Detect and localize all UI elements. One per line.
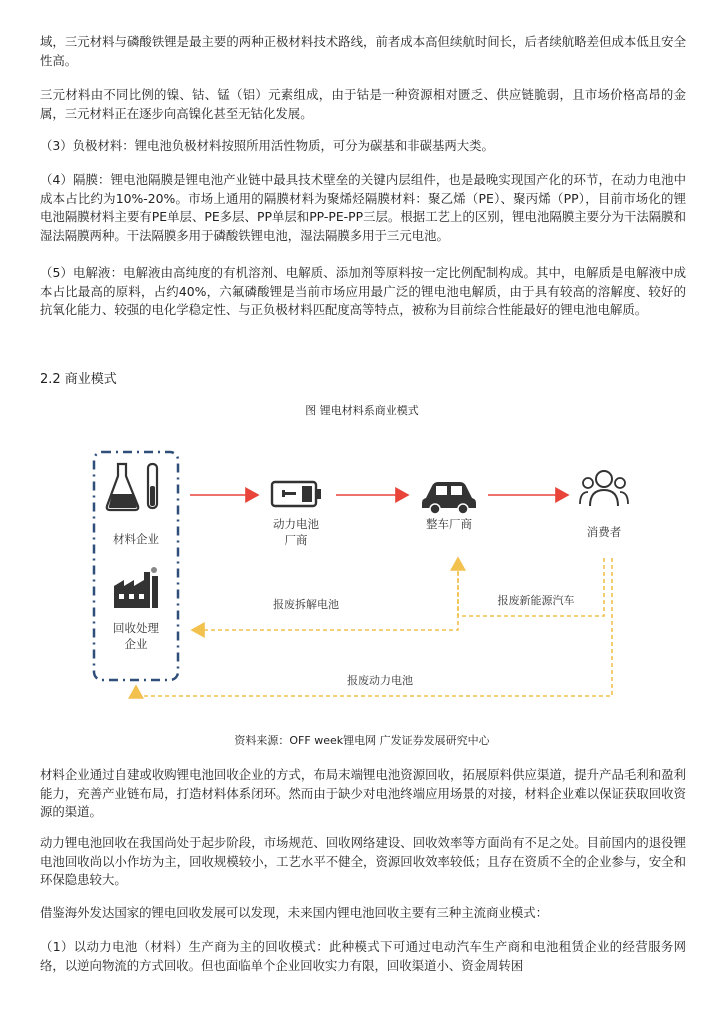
node-materials-company: 材料企业 (113, 532, 159, 546)
car-icon (422, 482, 476, 514)
arrow-scrap-nev-return (458, 558, 604, 616)
paragraph-model-one: （1）以动力电池（材料）生产商为主的回收模式：此种模式下可通过电动汽车生产商和电池租赁企业的经营服务网络，以逆向物流的方式回收。但也面临单个企业回收实力有限，回收渠道小、资金周转困 (40, 939, 686, 973)
paragraph-separator: （4）隔膜：锂电池隔膜是锂电池产业链中最具技术壁垒的关键内层组件，也是最晚实现国产化的环节，在动力电池中成本占比约为10%-20%。市场上通用的隔膜材料为聚烯烃隔膜材料：聚乙烯（PE）、聚丙烯（PP），目前市场化的锂电池隔膜材料主要有PE单层、PE多层、PP单层和PP-PE-PP三层。根据工艺上的区别，锂电池隔膜主要分为干法隔膜和湿法隔膜两种。干法隔膜多用于磷酸铁锂电池，湿法隔膜多用于三元电池。 (40, 172, 686, 243)
paragraph-three-models: 借鉴海外发达国家的锂电回收发展可以发现，未来国内锂电池回收主要有三种主流商业模式： (40, 905, 549, 920)
consumers-icon (580, 471, 628, 506)
figure-title: 图 锂电材料系商业模式 (305, 404, 419, 417)
paragraph-ternary-materials: 三元材料由不同比例的镍、钴、锰（铝）元素组成，由于钴是一种资源相对匮乏、供应链脆弱，且市场价格高昂的金属，三元材料正在逐步向高镍化甚至无钴化发展。 (40, 87, 686, 121)
flask-icon (107, 464, 157, 510)
arrow-dismantled-battery-return (192, 558, 458, 630)
figure-source: 资料来源：OFF week锂电网 广发证券发展研究中心 (234, 734, 490, 747)
paragraph-electrolyte: （5）电解液：电解液由高纯度的有机溶剂、电解质、添加剂等原料按一定比例配制构成。其中，电解质是电解液中成本占比最高的原料，占约40%，六氟磷酸锂是当前市场应用最广泛的锂电池电解质，由于具有较高的溶解度、较好的抗氧化能力、较强的电化学稳定性、与正负极材料匹配度高等特点，被称为目前综合性能最好的锂电池电解质。 (40, 265, 686, 317)
node-recycling-label-1: 回收处理 (113, 621, 159, 635)
section-heading: 2.2 商业模式 (40, 372, 117, 387)
battery-icon (272, 482, 321, 506)
flow-scrap-nev-label: 报废新能源汽车 (497, 594, 575, 607)
paragraph-materials-recycling: 材料企业通过自建或收购锂电池回收企业的方式，布局末端锂电池资源回收，拓展原料供应渠道，提升产品毛利和盈利能力，充善产业链布局，打造材料体系闭环。然而由于缺少对电池终端应用场景的对接，材料企业难以保证获取回收资源的渠道。 (40, 767, 686, 819)
paragraph-cathode-routes: 域，三元材料与磷酸铁锂是最主要的两种正极材料技术路线，前者成本高但续航时间长，后者续航略差但成本低且安全性高。 (40, 34, 686, 68)
business-model-diagram (80, 440, 650, 710)
node-car-maker: 整车厂商 (426, 517, 472, 531)
node-battery-maker-label-1: 动力电池 (273, 517, 319, 531)
node-recycling-label-2: 企业 (124, 637, 148, 651)
flow-scrap-power-battery-label: 报废动力电池 (347, 674, 413, 687)
node-battery-maker-label-2: 厂商 (284, 533, 308, 547)
flow-scrap-dismantled-label: 报废拆解电池 (273, 598, 339, 611)
paragraph-anode: （3）负极材料：锂电池负极材料按照所用活性物质，可分为碳基和非碳基两大类。 (40, 138, 494, 153)
paragraph-recycling-status: 动力锂电池回收在我国尚处于起步阶段，市场规范、回收网络建设、回收效率等方面尚有不足之处。目前国内的退役锂电池回收尚以小作坊为主，回收规模较小，工艺水平不健全，资源回收效率较低；且存在资质不全的企业参与，安全和环保隐患较大。 (40, 835, 686, 887)
node-consumer: 消费者 (586, 525, 622, 539)
factory-icon (114, 567, 158, 608)
